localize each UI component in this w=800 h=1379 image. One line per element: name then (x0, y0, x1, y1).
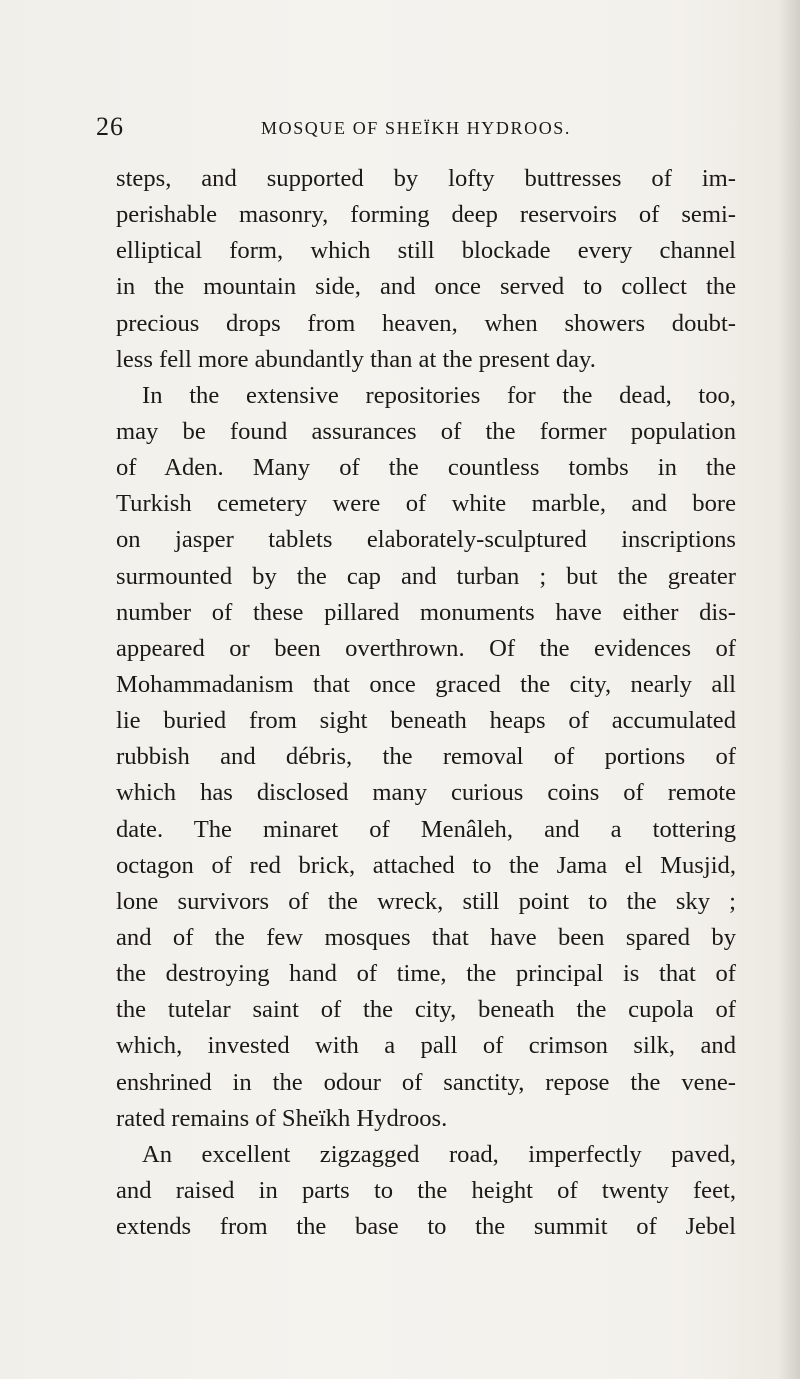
text-line: the tutelar saint of the city, beneath the cupola of (116, 996, 736, 1024)
page-number: 26 (96, 112, 124, 141)
body-text (116, 161, 736, 1245)
text-line: In the extensive repositories for the dead, too, (142, 381, 736, 409)
text-line: date. The minaret of Menâleh, and a tottering (116, 815, 736, 843)
text-line: and of the few mosques that have been spared by (116, 923, 736, 951)
text-line: may be found assurances of the former population (116, 417, 736, 445)
text-line: extends from the base to the summit of Jebel (116, 1213, 736, 1241)
text-line: on jasper tablets elaborately-sculptured inscriptions (116, 526, 736, 554)
running-head (96, 112, 736, 146)
text-line: lie buried from sight beneath heaps of accumulated (116, 707, 736, 735)
text-line: which has disclosed many curious coins of remote (116, 779, 736, 807)
text-line: which, invested with a pall of crimson silk, and (116, 1032, 736, 1060)
text-line: perishable masonry, forming deep reservoirs of semi- (116, 201, 736, 229)
text-line: number of these pillared monuments have either dis- (116, 598, 736, 626)
text-line: surmounted by the cap and turban ; but the greater (116, 562, 736, 590)
text-line: enshrined in the odour of sanctity, repose the vene- (116, 1068, 736, 1096)
text-line: Mohammadanism that once graced the city, nearly all (116, 670, 736, 698)
text-line: appeared or been overthrown. Of the evidences of (116, 634, 736, 662)
text-line: and raised in parts to the height of twenty feet, (116, 1176, 736, 1204)
text-line: precious drops from heaven, when showers doubt- (116, 309, 736, 337)
text-line: in the mountain side, and once served to collect the (116, 273, 736, 301)
text-line: Turkish cemetery were of white marble, and bore (116, 490, 736, 518)
text-line: octagon of red brick, attached to the Jama el Musjid, (116, 851, 736, 879)
page-edge-shadow (778, 0, 800, 1379)
running-head-title: MOSQUE OF SHEÏKH HYDROOS. (260, 118, 572, 138)
text-line: rubbish and débris, the removal of portions of (116, 743, 736, 771)
text-line: elliptical form, which still blockade every channel (116, 237, 736, 265)
text-line: the destroying hand of time, the principal is that of (116, 960, 736, 988)
text-line: rated remains of Sheïkh Hydroos. (116, 1104, 448, 1132)
text-line: steps, and supported by lofty buttresses of im- (116, 165, 736, 192)
text-line: less fell more abundantly than at the present day. (116, 345, 596, 373)
text-line: lone survivors of the wreck, still point to the sky ; (116, 887, 736, 915)
text-line: An excellent zigzagged road, imperfectly paved, (142, 1140, 736, 1168)
text-line: of Aden. Many of the countless tombs in the (116, 454, 736, 482)
